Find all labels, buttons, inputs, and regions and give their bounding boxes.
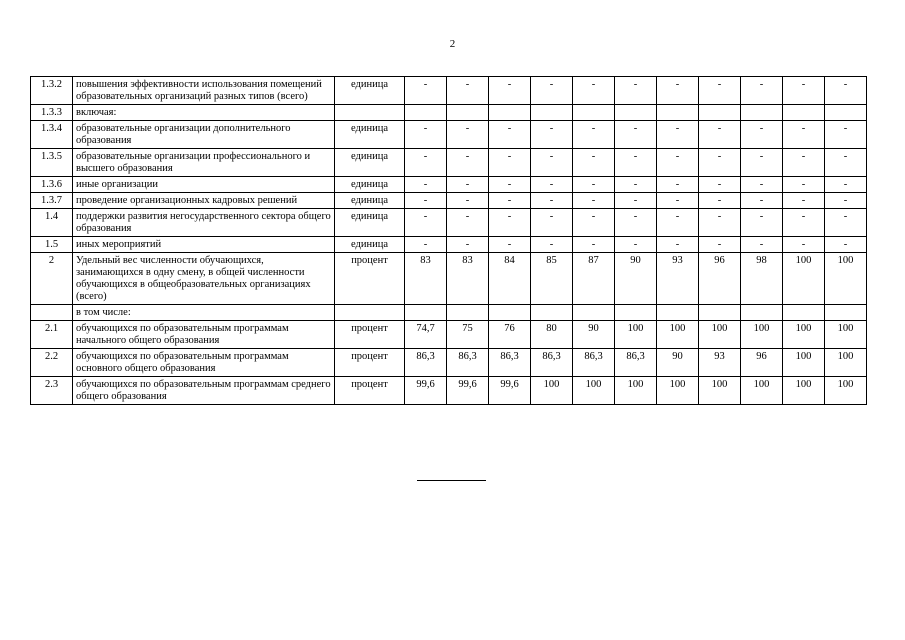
value-cell: - xyxy=(783,177,825,193)
value-cell: 100 xyxy=(783,349,825,377)
value-cell xyxy=(825,105,867,121)
value-cell: 75 xyxy=(447,321,489,349)
closing-rule xyxy=(417,480,486,481)
value-cell: 74,7 xyxy=(405,321,447,349)
value-cell: - xyxy=(573,77,615,105)
row-number: 1.5 xyxy=(31,237,73,253)
row-number: 1.3.6 xyxy=(31,177,73,193)
value-cell: 86,3 xyxy=(531,349,573,377)
value-cell: - xyxy=(615,121,657,149)
page-number: 2 xyxy=(449,38,456,50)
value-cell: 100 xyxy=(741,377,783,405)
indicator-name: Удельный вес численности обучающихся, занимающихся в одну смену, в общей численности обучающихся в общеобразовательных организациях (всего) xyxy=(73,253,335,305)
value-cell: 100 xyxy=(741,321,783,349)
value-cell: - xyxy=(615,177,657,193)
unit-cell xyxy=(335,105,405,121)
row-number: 1.3.4 xyxy=(31,121,73,149)
row-number: 1.3.2 xyxy=(31,77,73,105)
value-cell: - xyxy=(657,77,699,105)
value-cell: 99,6 xyxy=(405,377,447,405)
table-row xyxy=(31,237,867,253)
indicator-name: в том числе: xyxy=(73,305,335,321)
indicator-name: образовательные организации дополнительного образования xyxy=(73,121,335,149)
unit-cell: процент xyxy=(335,321,405,349)
unit-cell: процент xyxy=(335,253,405,305)
value-cell: - xyxy=(573,177,615,193)
indicator-name: повышения эффективности использования помещений образовательных организаций разных типов (всего) xyxy=(73,77,335,105)
unit-cell: единица xyxy=(335,193,405,209)
row-number: 2.3 xyxy=(31,377,73,405)
indicator-name: поддержки развития негосударственного сектора общего образования xyxy=(73,209,335,237)
value-cell xyxy=(783,105,825,121)
table-row xyxy=(31,209,867,237)
value-cell: - xyxy=(783,149,825,177)
value-cell: - xyxy=(531,209,573,237)
value-cell: 99,6 xyxy=(489,377,531,405)
table-row xyxy=(31,177,867,193)
value-cell: - xyxy=(405,149,447,177)
table-row xyxy=(31,377,867,405)
value-cell: - xyxy=(699,237,741,253)
value-cell: - xyxy=(783,237,825,253)
value-cell xyxy=(447,105,489,121)
value-cell: 98 xyxy=(741,253,783,305)
value-cell: 93 xyxy=(657,253,699,305)
value-cell: - xyxy=(615,193,657,209)
value-cell: - xyxy=(657,149,699,177)
value-cell: - xyxy=(699,209,741,237)
table-row xyxy=(31,77,867,105)
unit-cell: единица xyxy=(335,237,405,253)
value-cell: - xyxy=(447,149,489,177)
value-cell: - xyxy=(489,149,531,177)
value-cell: 96 xyxy=(699,253,741,305)
row-number: 1.3.5 xyxy=(31,149,73,177)
value-cell: - xyxy=(657,209,699,237)
value-cell: - xyxy=(741,237,783,253)
value-cell: 100 xyxy=(615,377,657,405)
value-cell xyxy=(405,105,447,121)
value-cell: 86,3 xyxy=(615,349,657,377)
table-row xyxy=(31,253,867,305)
value-cell: - xyxy=(405,177,447,193)
row-number: 1.3.7 xyxy=(31,193,73,209)
value-cell: - xyxy=(489,121,531,149)
value-cell: - xyxy=(447,177,489,193)
value-cell: 100 xyxy=(783,377,825,405)
value-cell: 90 xyxy=(657,349,699,377)
value-cell: - xyxy=(489,177,531,193)
unit-cell: единица xyxy=(335,209,405,237)
indicator-name: образовательные организации профессионального и высшего образования xyxy=(73,149,335,177)
value-cell xyxy=(657,105,699,121)
value-cell xyxy=(573,105,615,121)
value-cell: - xyxy=(615,237,657,253)
value-cell: - xyxy=(825,77,867,105)
value-cell: 100 xyxy=(825,253,867,305)
value-cell: - xyxy=(405,237,447,253)
value-cell: - xyxy=(447,237,489,253)
value-cell xyxy=(741,105,783,121)
value-cell: - xyxy=(573,209,615,237)
value-cell xyxy=(825,305,867,321)
value-cell: - xyxy=(531,193,573,209)
value-cell: - xyxy=(699,121,741,149)
table-row xyxy=(31,321,867,349)
table-row xyxy=(31,121,867,149)
value-cell: - xyxy=(657,237,699,253)
value-cell: 90 xyxy=(615,253,657,305)
value-cell: - xyxy=(489,237,531,253)
unit-cell: единица xyxy=(335,121,405,149)
value-cell: 100 xyxy=(699,321,741,349)
value-cell: 86,3 xyxy=(447,349,489,377)
indicators-table xyxy=(30,76,867,405)
value-cell: - xyxy=(531,149,573,177)
indicator-name: проведение организационных кадровых решений xyxy=(73,193,335,209)
unit-cell: процент xyxy=(335,377,405,405)
table-row xyxy=(31,105,867,121)
indicator-name: обучающихся по образовательным программам среднего общего образования xyxy=(73,377,335,405)
value-cell xyxy=(699,105,741,121)
value-cell: - xyxy=(699,77,741,105)
row-number: 1.4 xyxy=(31,209,73,237)
value-cell: - xyxy=(489,209,531,237)
value-cell: 76 xyxy=(489,321,531,349)
value-cell: - xyxy=(615,77,657,105)
row-number: 2.1 xyxy=(31,321,73,349)
table-row xyxy=(31,149,867,177)
value-cell xyxy=(447,305,489,321)
value-cell: - xyxy=(573,149,615,177)
value-cell xyxy=(741,305,783,321)
value-cell: 100 xyxy=(699,377,741,405)
value-cell: 100 xyxy=(573,377,615,405)
value-cell: 90 xyxy=(573,321,615,349)
value-cell: - xyxy=(573,237,615,253)
table-row xyxy=(31,349,867,377)
table-row xyxy=(31,193,867,209)
value-cell: - xyxy=(405,209,447,237)
value-cell xyxy=(531,105,573,121)
value-cell: 100 xyxy=(657,377,699,405)
value-cell: 100 xyxy=(531,377,573,405)
value-cell xyxy=(489,105,531,121)
value-cell: 100 xyxy=(825,349,867,377)
value-cell: - xyxy=(825,177,867,193)
value-cell: - xyxy=(615,149,657,177)
value-cell: - xyxy=(657,177,699,193)
value-cell: - xyxy=(573,193,615,209)
indicator-name: включая: xyxy=(73,105,335,121)
value-cell xyxy=(699,305,741,321)
value-cell: - xyxy=(741,209,783,237)
value-cell: - xyxy=(825,237,867,253)
value-cell: - xyxy=(405,121,447,149)
value-cell: - xyxy=(741,177,783,193)
value-cell: - xyxy=(531,77,573,105)
indicator-name: иных мероприятий xyxy=(73,237,335,253)
value-cell: 100 xyxy=(615,321,657,349)
value-cell: - xyxy=(783,193,825,209)
unit-cell: единица xyxy=(335,149,405,177)
value-cell: - xyxy=(783,121,825,149)
row-number: 1.3.3 xyxy=(31,105,73,121)
value-cell: - xyxy=(405,77,447,105)
value-cell: 100 xyxy=(783,253,825,305)
value-cell: - xyxy=(825,149,867,177)
row-number: 2 xyxy=(31,253,73,305)
value-cell: - xyxy=(783,77,825,105)
value-cell xyxy=(783,305,825,321)
value-cell: - xyxy=(531,177,573,193)
value-cell: - xyxy=(825,209,867,237)
value-cell: 86,3 xyxy=(573,349,615,377)
value-cell: 100 xyxy=(825,321,867,349)
value-cell: 99,6 xyxy=(447,377,489,405)
value-cell: - xyxy=(699,193,741,209)
value-cell: - xyxy=(699,177,741,193)
value-cell: - xyxy=(825,193,867,209)
value-cell: - xyxy=(405,193,447,209)
unit-cell xyxy=(335,305,405,321)
row-number xyxy=(31,305,73,321)
value-cell xyxy=(657,305,699,321)
value-cell: - xyxy=(447,209,489,237)
value-cell: 96 xyxy=(741,349,783,377)
value-cell xyxy=(615,105,657,121)
value-cell: - xyxy=(531,237,573,253)
value-cell: - xyxy=(699,149,741,177)
value-cell: 100 xyxy=(825,377,867,405)
value-cell: - xyxy=(657,193,699,209)
value-cell: - xyxy=(489,193,531,209)
value-cell: - xyxy=(783,209,825,237)
unit-cell: единица xyxy=(335,77,405,105)
value-cell: - xyxy=(447,77,489,105)
value-cell: 100 xyxy=(657,321,699,349)
value-cell xyxy=(573,305,615,321)
value-cell: - xyxy=(741,149,783,177)
table-row xyxy=(31,305,867,321)
value-cell xyxy=(531,305,573,321)
unit-cell: процент xyxy=(335,349,405,377)
value-cell: - xyxy=(615,209,657,237)
indicator-name: иные организации xyxy=(73,177,335,193)
value-cell: - xyxy=(573,121,615,149)
value-cell: 80 xyxy=(531,321,573,349)
unit-cell: единица xyxy=(335,177,405,193)
value-cell: 86,3 xyxy=(489,349,531,377)
value-cell: 83 xyxy=(447,253,489,305)
row-number: 2.2 xyxy=(31,349,73,377)
value-cell: 87 xyxy=(573,253,615,305)
value-cell: - xyxy=(741,193,783,209)
value-cell: 84 xyxy=(489,253,531,305)
value-cell: - xyxy=(657,121,699,149)
value-cell xyxy=(615,305,657,321)
value-cell: - xyxy=(741,77,783,105)
value-cell: - xyxy=(531,121,573,149)
value-cell: 85 xyxy=(531,253,573,305)
value-cell: - xyxy=(825,121,867,149)
value-cell: - xyxy=(741,121,783,149)
value-cell xyxy=(405,305,447,321)
value-cell: 83 xyxy=(405,253,447,305)
value-cell: 86,3 xyxy=(405,349,447,377)
value-cell: - xyxy=(489,77,531,105)
value-cell: 100 xyxy=(783,321,825,349)
value-cell: 93 xyxy=(699,349,741,377)
value-cell: - xyxy=(447,193,489,209)
value-cell xyxy=(489,305,531,321)
value-cell: - xyxy=(447,121,489,149)
indicator-name: обучающихся по образовательным программам основного общего образования xyxy=(73,349,335,377)
indicator-name: обучающихся по образовательным программам начального общего образования xyxy=(73,321,335,349)
